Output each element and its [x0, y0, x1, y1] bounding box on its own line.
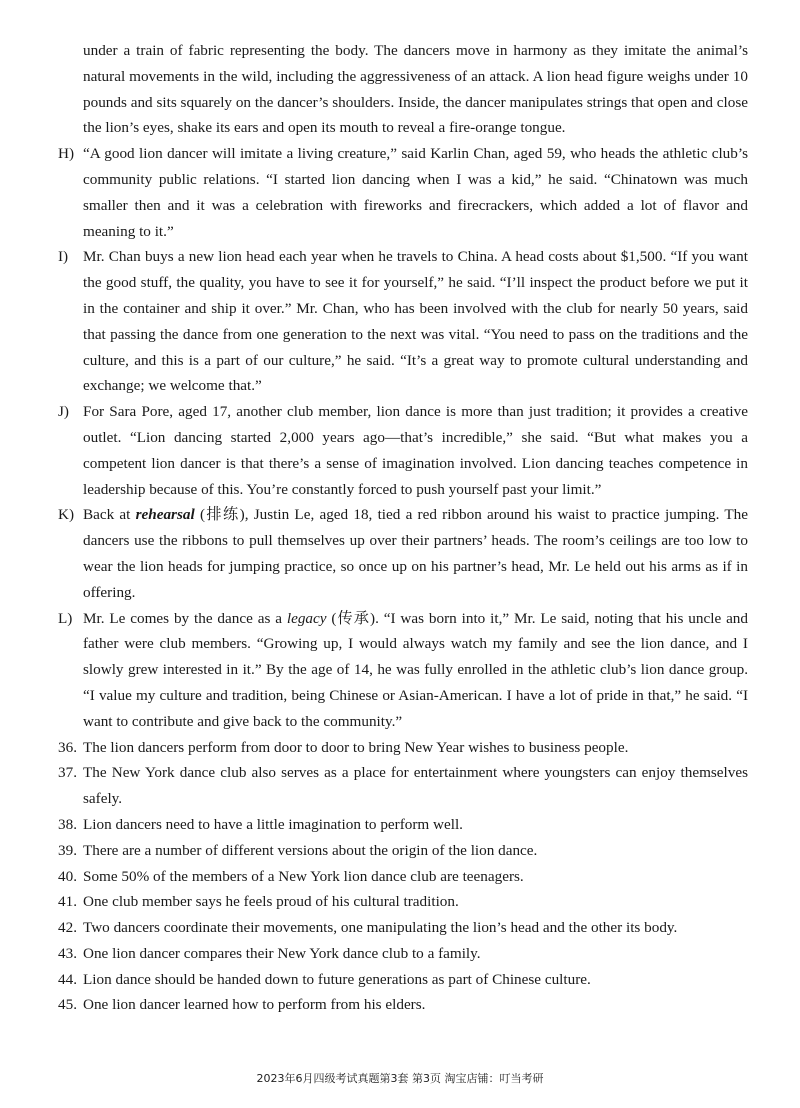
question-item [58, 735, 748, 761]
question-list [58, 735, 748, 1019]
question-item [58, 864, 748, 890]
question-text: The New York dance club also serves as a place for entertainment where youngsters can enjoy themselves safely. [83, 764, 748, 808]
reading-passage [58, 38, 748, 1018]
question-text: Some 50% of the members of a New York lion dance club are teenagers. [83, 867, 524, 885]
paragraph-text: For Sara Pore, aged 17, another club member, lion dance is more than just tradition; it provides a creative outlet. “Lion dancing started 2,000 years ago—that’s incredible,” she said. “But what makes you a competent lion dancer is that there’s a sense of imagination involved. Lion dancing teaches competence in leadership because of this. You’re constantly forced to push yourself past your limit.” [83, 403, 748, 498]
question-item [58, 889, 748, 915]
vocab-gloss: (排练) [199, 506, 245, 524]
question-number: 38. [58, 815, 77, 833]
question-item [58, 760, 748, 812]
vocab-term: rehearsal [135, 506, 195, 524]
question-item [58, 992, 748, 1018]
question-number: 42. [58, 919, 77, 937]
question-number: 39. [58, 841, 77, 859]
question-text: One club member says he feels proud of his cultural tradition. [83, 893, 459, 911]
paragraph-k [58, 502, 748, 605]
question-number: 43. [58, 944, 77, 962]
question-number: 44. [58, 970, 77, 988]
paragraph-label: H) [58, 145, 75, 163]
question-item [58, 941, 748, 967]
question-item [58, 838, 748, 864]
paragraph-label: I) [58, 248, 69, 266]
question-number: 37. [58, 764, 77, 782]
paragraph [58, 399, 748, 502]
paragraph-label: K) [58, 506, 75, 524]
question-number: 36. [58, 738, 77, 756]
paragraph-text-pre: Back at [83, 506, 136, 524]
paragraph-label: L) [58, 609, 73, 627]
vocab-gloss: (传承) [331, 609, 376, 627]
question-text: The lion dancers perform from door to door to bring New Year wishes to business people. [83, 738, 629, 756]
question-item [58, 967, 748, 993]
question-number: 40. [58, 867, 77, 885]
paragraph-text-post: , Justin Le, aged 18, tied a red ribbon around his waist to practice jumping. The dancers use the ribbons to pull themselves up over their partners’ heads. The room’s ceilings are too low to wear the lion heads for jumping practice, so once up on his partner’s head, Mr. Le held out his arms as if in offering. [83, 506, 749, 601]
paragraph-text: Mr. Chan buys a new lion head each year when he travels to China. A head costs about $1,500. “If you want the good stuff, the quality, you have to see it for yourself,” he said. “I’ll inspect the product before we put it in the container and ship it over.” Mr. Chan, who has been involved with the club for nearly 50 years, said that passing the dance from one generation to the next was vital. “You need to pass on the traditions and the culture, and this is a part of our culture,” he said. “It’s a great way to promote cultural understanding and exchange; we welcome that.” [83, 248, 748, 395]
question-item [58, 915, 748, 941]
page-footer: 2023年6月四级考试真题第3套 第3页 淘宝店铺：叮当考研 [256, 1072, 544, 1085]
question-text: Lion dance should be handed down to future generations as part of Chinese culture. [83, 970, 591, 988]
paragraph-text-post: . “I was born into it,” Mr. Le said, noting that his uncle and father were club members. “Growing up, I would always watch my family and see the lion dance, and I slowly grew interested in it.” By the age of 14, he was fully enrolled in the athletic club’s lion dance group. “I value my culture and tradition, being Chinese or Asian-American. I have a lot of pride in that,” he said. “I want to contribute and give back to the community.” [83, 609, 748, 730]
paragraph-g-continuation: under a train of fabric representing the body. The dancers move in harmony as they imitate the animal’s natural movements in the wild, including the aggressiveness of an attack. A lion head figure weighs under 10 pounds and sits squarely on the dancer’s shoulders. Inside, the dancer manipulates strings that open and close the lion’s eyes, shake its ears and open its mouth to reveal a fire-orange tongue. [83, 42, 748, 137]
question-text: One lion dancer compares their New York dance club to a family. [83, 944, 481, 962]
vocab-term: legacy [286, 609, 327, 627]
paragraph-list [58, 141, 748, 502]
question-text: Two dancers coordinate their movements, one manipulating the lion’s head and the other its body. [83, 919, 678, 937]
question-text: There are a number of different versions about the origin of the lion dance. [83, 841, 538, 859]
paragraph [58, 141, 748, 244]
question-item [58, 812, 748, 838]
paragraph-l [58, 606, 748, 735]
question-number: 41. [58, 893, 77, 911]
question-number: 45. [58, 996, 77, 1014]
question-text: Lion dancers need to have a little imagination to perform well. [83, 815, 463, 833]
paragraph-label: J) [58, 403, 69, 421]
paragraph-text-pre: Mr. Le comes by the dance as a [83, 609, 287, 627]
question-text: One lion dancer learned how to perform from his elders. [83, 996, 426, 1014]
paragraph [58, 244, 748, 399]
paragraph-text: “A good lion dancer will imitate a living creature,” said Karlin Chan, aged 59, who heads the athletic club’s community public relations. “I started lion dancing when I was a kid,” he said. “Chinatown was much smaller then and it was a celebration with fireworks and firecrackers, which added a lot of flavor and meaning to it.” [83, 145, 748, 240]
